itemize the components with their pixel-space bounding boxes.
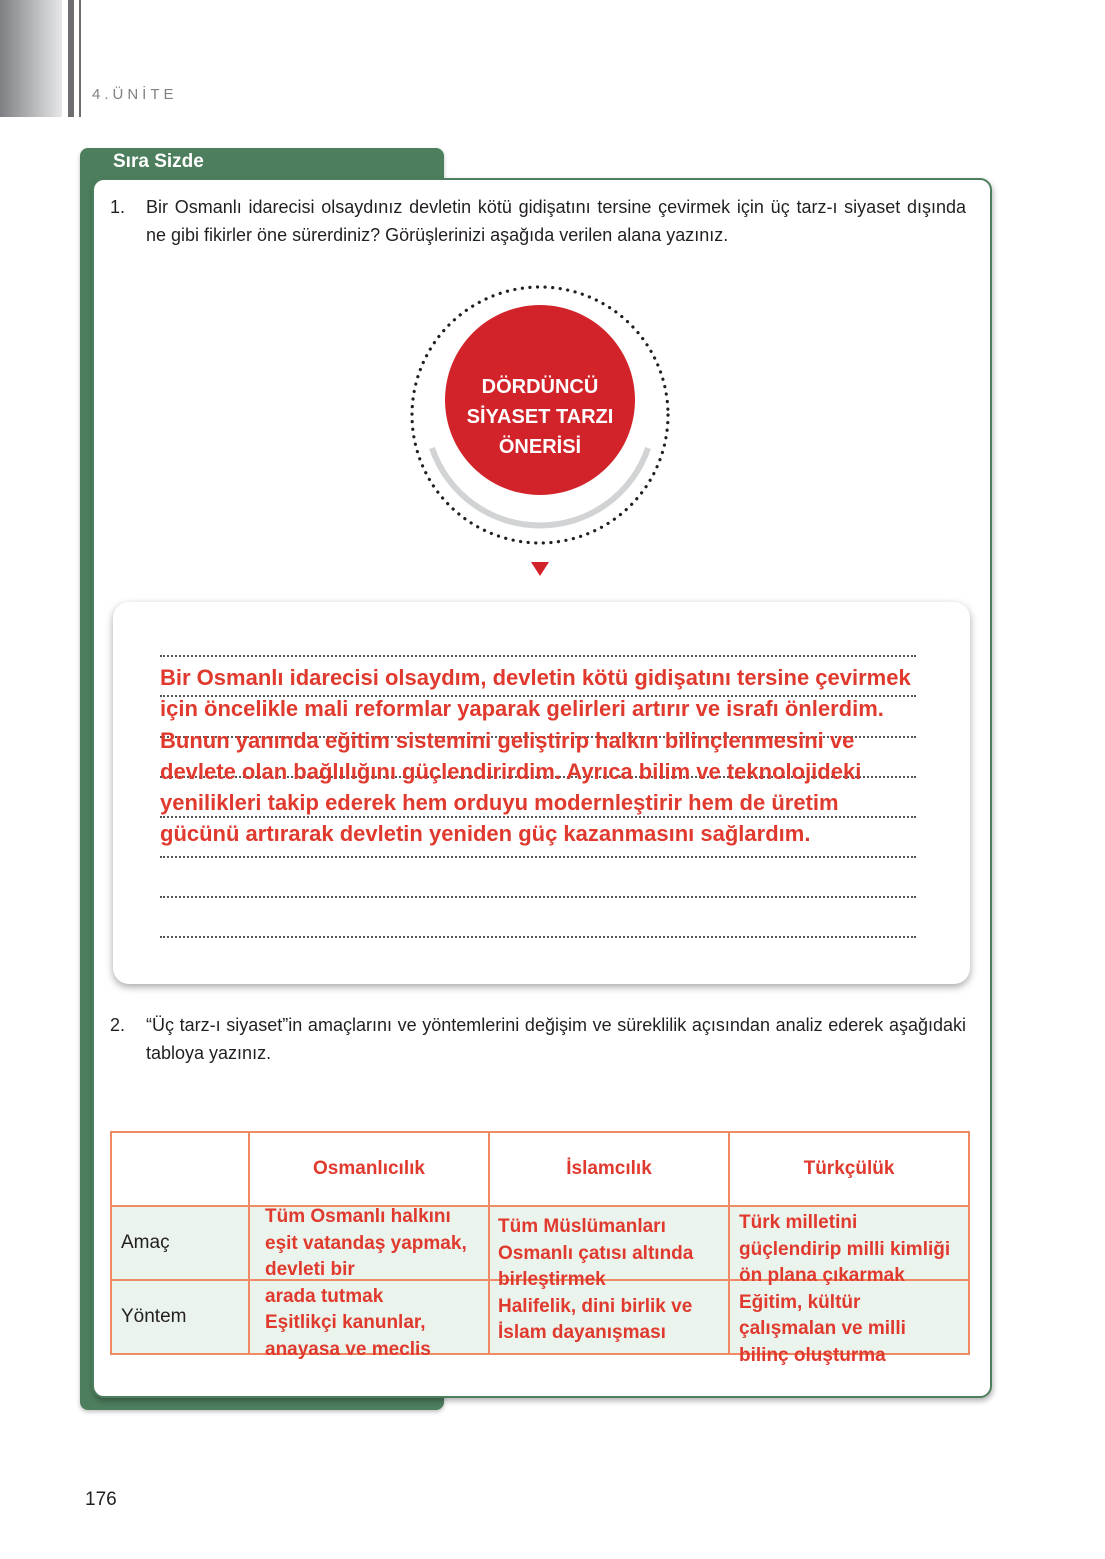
badge-line: DÖRDÜNCÜ [481,376,599,398]
table-corner-cell [111,1132,249,1206]
handwritten-line: Halifelik, dini birlik ve [498,1295,693,1317]
handwritten-line: anayasa ve meclis [265,1338,431,1360]
column-header-osmanlicilik: Osmanlıcılık [249,1132,489,1206]
row-label-yontem: Yöntem [111,1280,249,1354]
handwritten-line: Eşitlikçi kanunlar, [265,1312,426,1333]
handwritten-islamcilik [498,1214,693,1347]
handwritten-line: çalışmalan ve milli [739,1318,906,1339]
handwritten-line: birleştirmek [498,1269,606,1290]
handwritten-line: ön plana çıkarmak [739,1265,905,1286]
handwritten-line: devleti bir [265,1259,355,1280]
handwritten-line: Eğitim, kültür [739,1291,861,1313]
column-header-islamcilik: İslamcılık [489,1132,729,1206]
handwritten-line: bilinç oluşturma [739,1344,886,1366]
question-1-text: Bir Osmanlı idarecisi olsaydınız devletin kötü gidişatını tersine çevirmek için üç tarz-ı siyaset dışında ne gibi fikirler öne sürerdiniz? Görüşlerinizi aşağıda verilen alana yazınız. [146,197,966,245]
handwritten-line: Türk milletini [739,1212,858,1233]
handwritten-line: güçlendirip milli kimliği [739,1238,951,1260]
handwritten-line: eşit vatandaş yapmak, [265,1232,467,1254]
header-rule-thin [79,0,81,117]
handwritten-line: Tüm Müslümanları [498,1216,666,1237]
badge-label [450,372,630,462]
row-label-amac: Amaç [111,1206,249,1280]
section-title: Sıra Sizde [113,151,204,172]
handwritten-line: Tüm Osmanlı halkını [265,1206,451,1227]
unit-label: 4.ÜNİTE [92,86,178,103]
badge-line: SİYASET TARZI [466,406,614,428]
handwritten-line: İslam dayanışması [498,1322,666,1343]
badge-line: ÖNERİSİ [498,436,582,458]
handwritten-turkculuk [739,1210,950,1369]
handwritten-osmanlicilik [265,1204,467,1363]
table-header-row [111,1132,969,1206]
column-header-turkculuk: Türkçülük [729,1132,969,1206]
handwritten-answer: Bir Osmanlı idarecisi olsaydım, devletin kötü gidişatını tersine çevirmek için öncelikle mali reformlar yaparak gelirleri artırır ve israfı önlerdim. Bunun yanında eğitim sistemini geliştirip halkın bilinçlenmesini ve devlete olan bağlılığını güçlendirirdim. Ayrıca bilim ve teknolojideki yenilikleri takip ederek hem orduyu modernleştirir hem de üretim gücünü artırarak devletin yeniden güç kazanmasını sağlardım. [160,665,911,847]
page-number: 176 [85,1489,117,1510]
writing-line [160,856,916,858]
question-2-text: “Üç tarz-ı siyaset”in amaçlarını ve yöntemlerini değişim ve süreklilik açısından analiz ederek aşağıdaki tabloya yazınız. [146,1015,966,1063]
writing-line [160,655,916,657]
writing-line [160,896,916,898]
handwritten-line: Osmanlı çatısı altında [498,1242,694,1264]
handwritten-line: arada tutmak [265,1285,384,1307]
corner-decoration [0,0,62,117]
question-2-number: 2. [110,1015,126,1035]
header-rule [68,0,74,117]
down-arrow-icon [531,562,549,576]
writing-line [160,936,916,938]
question-1-number: 1. [110,197,126,217]
